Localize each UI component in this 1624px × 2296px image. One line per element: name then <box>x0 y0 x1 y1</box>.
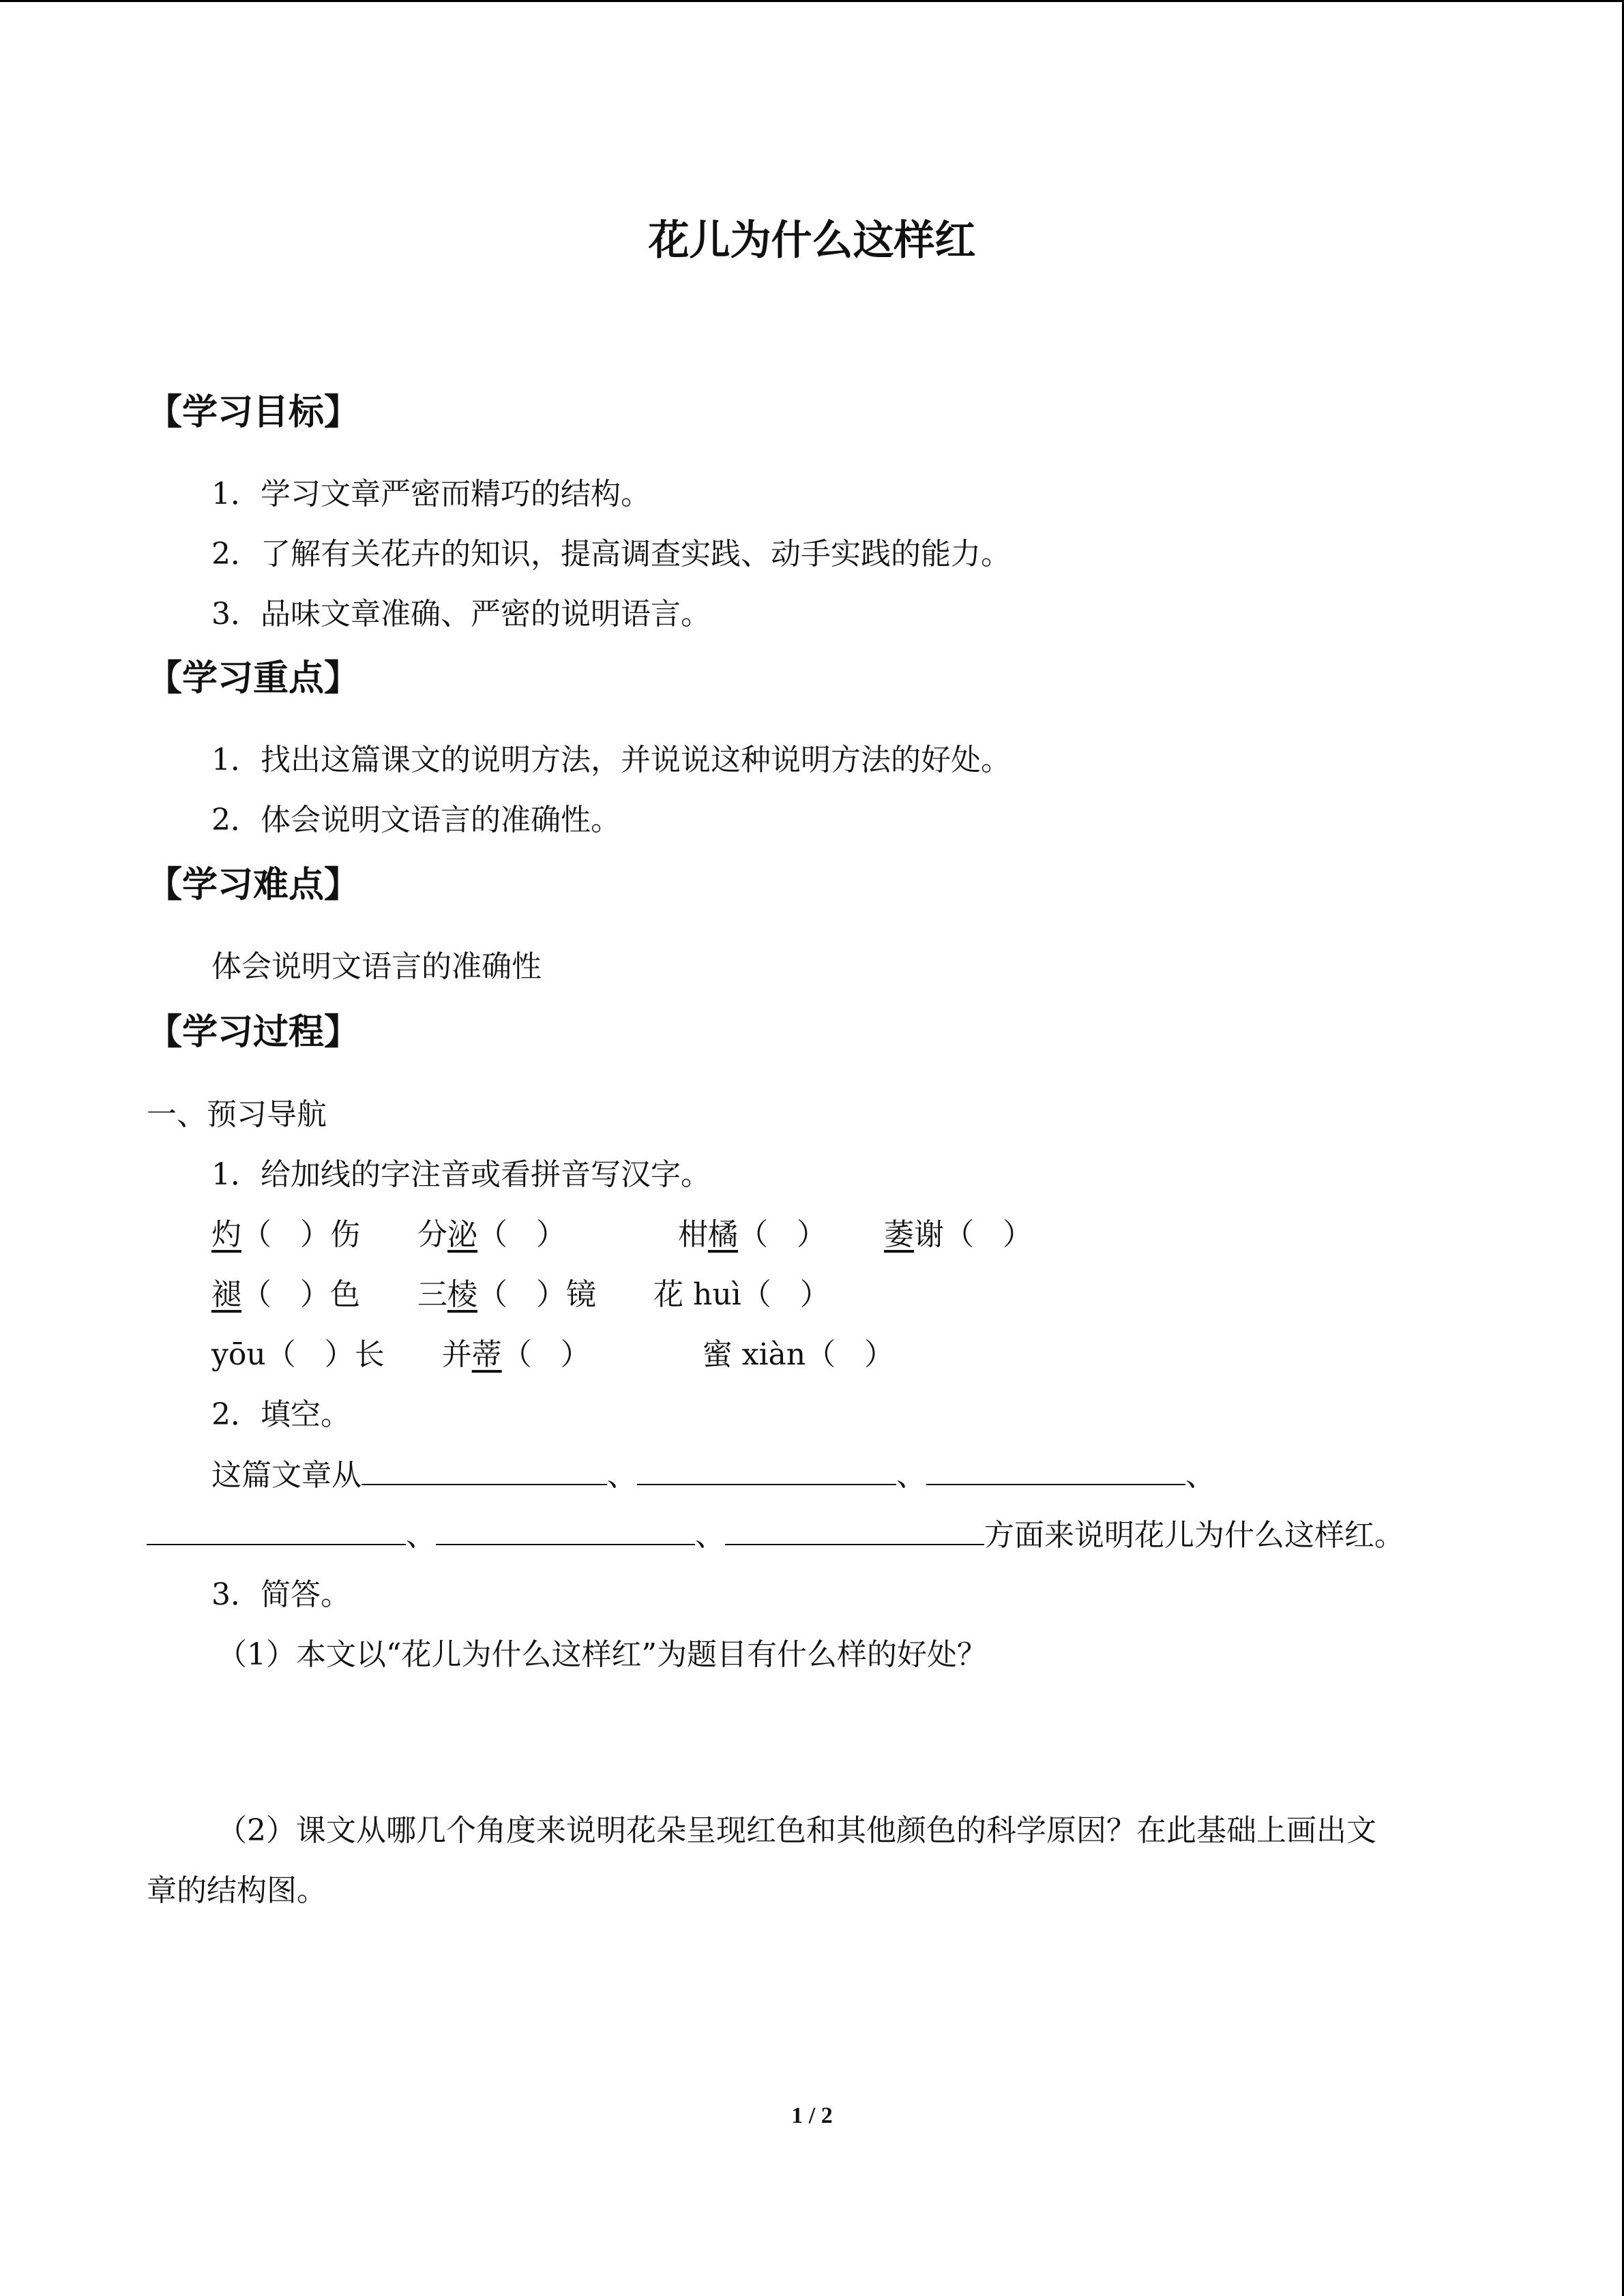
answer-blank[interactable]: （ ） <box>806 1337 895 1372</box>
key-point-item-2: 2．体会说明文语言的准确性。 <box>211 803 621 837</box>
word-text: 蜜 xiàn <box>702 1337 806 1372</box>
question-3-1: （1）本文以“花儿为什么这样红”为题目有什么样的好处？ <box>217 1637 987 1672</box>
answer-blank[interactable]: （ ） <box>501 1337 591 1372</box>
separator: 、 <box>695 1518 725 1553</box>
underlined-char: 灼 <box>211 1217 241 1252</box>
pinyin-row-2 <box>211 1271 830 1319</box>
fill-line-2 <box>147 1511 1404 1560</box>
page-number: 1 / 2 <box>791 2103 833 2128</box>
word-text: 并 <box>441 1337 472 1372</box>
fill-blank[interactable] <box>361 1451 607 1485</box>
objective-item-2: 2．了解有关花卉的知识，提高调查实践、动手实践的能力。 <box>211 537 1011 571</box>
answer-blank[interactable]: （ ） <box>241 1217 330 1252</box>
separator: 、 <box>896 1458 926 1493</box>
underlined-char: 泌 <box>447 1217 477 1252</box>
answer-blank[interactable]: （ ） <box>741 1277 830 1312</box>
answer-blank[interactable]: （ ） <box>265 1337 355 1372</box>
word-text: 长 <box>354 1337 385 1372</box>
section-heading-difficulties: 【学习难点】 <box>147 865 360 906</box>
objective-item-3: 3．品味文章准确、严密的说明语言。 <box>211 597 711 631</box>
pinyin-row-3 <box>211 1331 894 1379</box>
word-text: 分 <box>417 1217 447 1252</box>
fill-suffix: 方面来说明花儿为什么这样红。 <box>984 1518 1404 1553</box>
word-text: 镜 <box>566 1277 596 1312</box>
fill-blank[interactable] <box>147 1511 406 1545</box>
pinyin-row-1 <box>211 1211 1033 1259</box>
answer-blank[interactable]: （ ） <box>477 1277 566 1312</box>
fill-prefix: 这篇文章从 <box>211 1458 361 1493</box>
question-3: 3．简答。 <box>211 1577 351 1612</box>
question-3-2-line-2: 章的结构图。 <box>147 1873 327 1908</box>
separator: 、 <box>1185 1458 1215 1493</box>
underlined-char: 萎 <box>884 1217 914 1252</box>
question-2: 2．填空。 <box>211 1397 351 1432</box>
word-text: 色 <box>330 1277 360 1312</box>
separator: 、 <box>607 1458 637 1493</box>
part-heading-preview: 一、预习导航 <box>147 1097 327 1132</box>
underlined-char: 褪 <box>211 1277 241 1312</box>
answer-blank[interactable]: （ ） <box>944 1217 1033 1252</box>
page-border-top <box>0 0 1624 2</box>
word-text: 花 huì <box>653 1277 741 1312</box>
fill-blank[interactable] <box>725 1511 984 1545</box>
underlined-char: 棱 <box>447 1277 477 1312</box>
section-heading-process: 【学习过程】 <box>147 1012 360 1053</box>
section-heading-objectives: 【学习目标】 <box>147 392 360 433</box>
question-3-2-line-1: （2）课文从哪几个角度来说明花朵呈现红色和其他颜色的科学原因？在此基础上画出文 <box>217 1813 1376 1848</box>
objective-item-1: 1．学习文章严密而精巧的结构。 <box>211 477 651 511</box>
word-text: 谢 <box>914 1217 944 1252</box>
document-title: 花儿为什么这样红 <box>648 217 976 265</box>
difficulty-text: 体会说明文语言的准确性 <box>211 949 542 984</box>
word-text: 三 <box>417 1277 447 1312</box>
word-text: yōu <box>211 1337 266 1372</box>
word-text: 伤 <box>330 1217 360 1252</box>
separator: 、 <box>406 1518 436 1553</box>
fill-blank[interactable] <box>926 1451 1185 1485</box>
fill-blank[interactable] <box>436 1511 695 1545</box>
question-1: 1．给加线的字注音或看拼音写汉字。 <box>211 1157 711 1192</box>
fill-line-1 <box>211 1451 1215 1500</box>
answer-blank[interactable]: （ ） <box>738 1217 827 1252</box>
fill-blank[interactable] <box>637 1451 896 1485</box>
word-text: 柑 <box>678 1217 708 1252</box>
key-point-item-1: 1．找出这篇课文的说明方法，并说说这种说明方法的好处。 <box>211 743 1011 777</box>
underlined-char: 蒂 <box>471 1337 502 1372</box>
answer-blank[interactable]: （ ） <box>477 1217 566 1252</box>
answer-blank[interactable]: （ ） <box>241 1277 330 1312</box>
section-heading-key-points: 【学习重点】 <box>147 658 360 699</box>
underlined-char: 橘 <box>708 1217 738 1252</box>
